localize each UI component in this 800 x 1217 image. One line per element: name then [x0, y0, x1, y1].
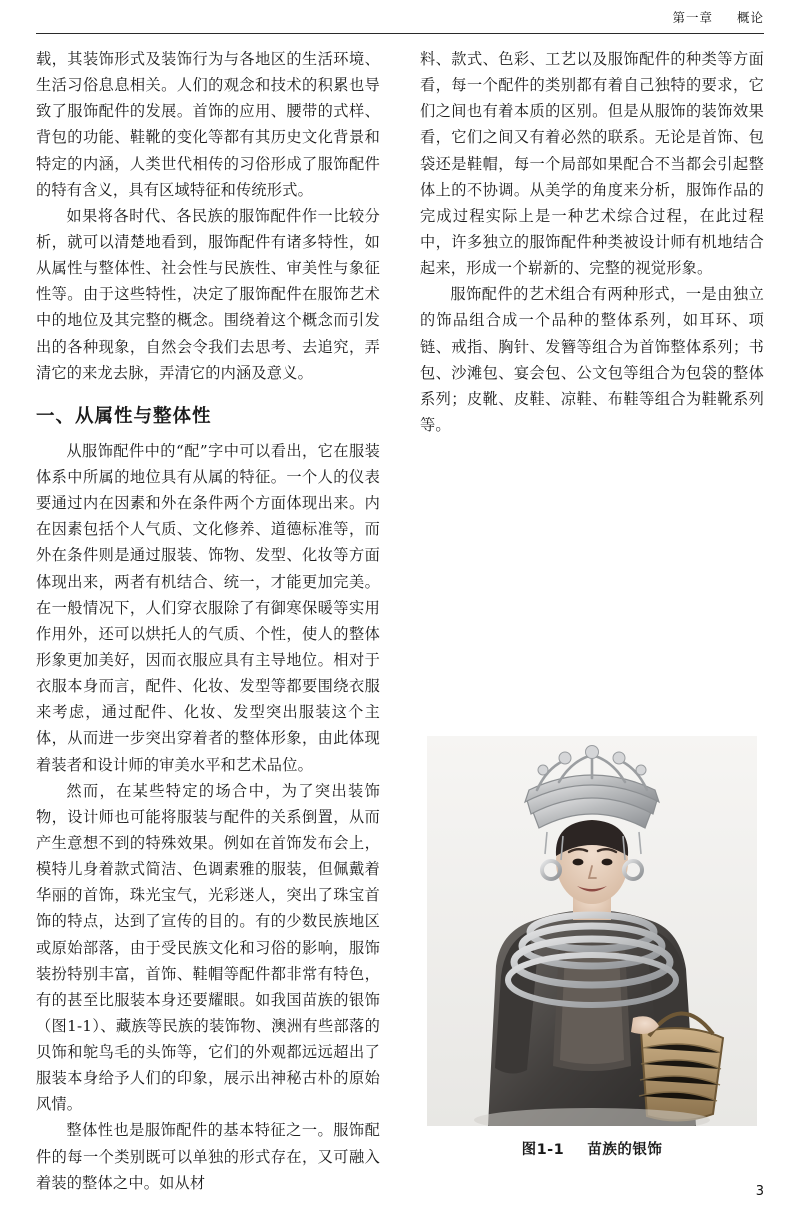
- paragraph: 服饰配件的艺术组合有两种形式，一是由独立的饰品组合成一个品种的整体系列，如耳环、项链、戒指、胸针、发簪等组合为首饰整体系列；书包、沙滩包、宴会包、公文包等组合为包袋的整体系列；皮靴、皮鞋、凉鞋、布鞋等组合为鞋靴系列等。: [420, 285, 764, 434]
- page-header: [0, 0, 800, 34]
- paragraph: 从服饰配件中的“配”字中可以看出，它在服装体系中所属的地位具有从属的特征。一个人的仪表要通过内在因素和外在条件两个方面体现出来。内在因素包括个人气质、文化修养、道德标准等，而外在条件则是通过服装、饰物、发型、化妆等方面体现出来，两者有机结合、统一，才能更加完美。在一般情况下，人们穿衣服除了有御寒保暖等实用作用外，还可以烘托人的气质、个性，使人的整体形象更加美好，因而衣服应具有主导地位。相对于衣服本身而言，配件、化妆、发型等都要围绕衣服来考虑，通过配件、化妆、发型突出服装这个主体，从而进一步突出穿着者的整体形象，由此体现着装者和设计师的审美水平和艺术品位。: [36, 441, 380, 774]
- section-heading: 一、从属性与整体性: [36, 405, 212, 427]
- paragraph: 整体性也是服饰配件的基本特征之一。服饰配件的每一个类别既可以单独的形式存在，又可融入着装的整体之中。如从材: [36, 1121, 380, 1192]
- figure-caption: [420, 1138, 764, 1159]
- header-chapter-label: 第一章: [672, 10, 714, 25]
- header-chapter: [673, 8, 765, 26]
- paragraph: 载，其装饰形式及装饰行为与各地区的生活环境、生活习俗息息相关。人们的观念和技术的积累也导致了服饰配件的发展。首饰的应用、腰带的式样、背包的功能、鞋靴的变化等都有其历史文化背景和特定的内涵，人类世代相传的习俗形成了服饰配件的特有含义，具有区域特征和传统形式。: [36, 50, 380, 199]
- page-content: [36, 46, 764, 1192]
- header-divider: [36, 33, 764, 34]
- paragraph: 然而，在某些特定的场合中，为了突出装饰物，设计师也可能将服装与配件的关系倒置，从而产生意想不到的特殊效果。例如在首饰发布会上，模特儿身着款式简洁、色调素雅的服装，但佩戴着华丽的首饰，珠光宝气，光彩迷人，突出了珠宝首饰的特点，达到了宣传的目的。有的少数民族地区或原始部落，由于受民族文化和习俗的影响，服饰装扮特别丰富，首饰、鞋帽等配件都非常有特色，有的甚至比服装本身还要耀眼。如我国苗族的银饰（图1-1）、藏族等民族的装饰物、澳洲有些部落的贝饰和鸵鸟毛的头饰等，它们的外观都远远超出了服装本身给予人们的印象，展示出神秘古朴的原始风情。: [36, 781, 380, 1114]
- left-column: [36, 46, 380, 1192]
- paragraph: 如果将各时代、各民族的服饰配件作一比较分析，就可以清楚地看到，服饰配件有诸多特性，如从属性与整体性、社会性与民族性、审美性与象征性等。由于这些特性，决定了服饰配件在服饰艺术中的地位及其完整的概念。围绕着这个概念而引发出的各种现象，自然会令我们去思考、去追究，弄清它的来龙去脉，弄清它的内涵及意义。: [36, 206, 380, 382]
- figure: [420, 736, 764, 1159]
- figure-image: [427, 736, 757, 1126]
- paragraph: 料、款式、色彩、工艺以及服饰配件的种类等方面看，每一个配件的类别都有着自己独特的要求，它们之间也有着本质的区别。但是从服饰的装饰效果看，它们之间又有着必然的联系。无论是首饰、包袋还是鞋帽，每一个局部如果配合不当都会引起整体上的不协调。从美学的角度来分析，服饰作品的完成过程实际上是一种艺术综合过程，在此过程中，许多独立的服饰配件种类被设计师有机地结合起来，形成一个崭新的、完整的视觉形象。: [420, 50, 764, 278]
- miao-silver-ornament-photo: [427, 736, 757, 1126]
- figure-caption-text: 苗族的银饰: [587, 1142, 663, 1158]
- page-number: 3: [755, 1184, 764, 1199]
- right-column: [420, 46, 764, 1176]
- figure-number: 图1-1: [521, 1142, 565, 1158]
- header-chapter-title: 概论: [736, 10, 764, 25]
